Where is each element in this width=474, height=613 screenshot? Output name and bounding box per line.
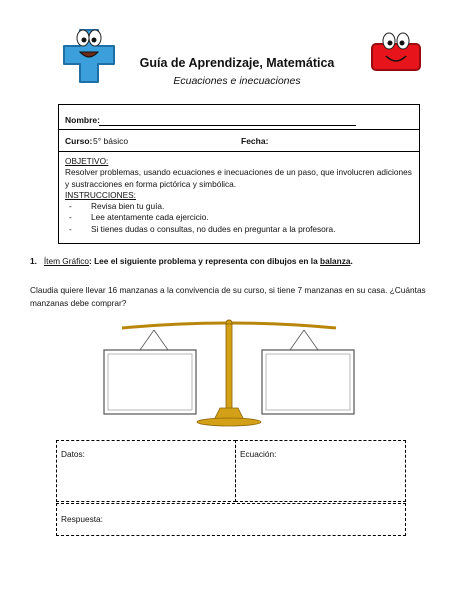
datos-box[interactable]: Datos:: [56, 440, 236, 502]
fecha-label: Fecha:: [241, 136, 269, 146]
respuesta-box[interactable]: Respuesta:: [56, 503, 406, 536]
problem-statement: Claudia quiere llevar 16 manzanas a la convivencia de su curso, si tiene 7 manzanas en su casa. ¿Cuántas manzanas debe comprar?: [30, 285, 426, 308]
curso-label: Curso:: [65, 136, 93, 146]
nombre-field[interactable]: [99, 115, 356, 126]
objetivo-text: Resolver problemas, usando ecuaciones e inecuaciones de un paso, que involucren adiciones y sustracciones en forma pictórica y simbólica.: [65, 167, 412, 189]
objective-section: [65, 156, 417, 235]
instruction-item: - Si tienes dudas o consultas, no dudes en preguntar a la profesora.: [69, 223, 336, 234]
page-title: Guía de Aprendizaje, Matemática: [139, 56, 335, 70]
balance-scale-icon: [96, 316, 362, 428]
curso-value: 5° básico: [93, 136, 129, 146]
ecuacion-box[interactable]: Ecuación:: [235, 440, 406, 502]
student-info-box: [58, 104, 420, 244]
item-1-heading: 1. Ítem Gráfico: Lee el siguiente problema y representa con dibujos en la balanza.: [30, 256, 353, 266]
instrucciones-label: INSTRUCCIONES:: [65, 189, 136, 200]
instruction-item: - Revisa bien tu guía.: [69, 201, 165, 212]
nombre-label: Nombre:: [65, 115, 100, 125]
page-subtitle: Ecuaciones e inecuaciones: [173, 75, 301, 87]
objetivo-label: OBJETIVO:: [65, 156, 109, 166]
instruction-item: - Lee atentamente cada ejercicio.: [69, 212, 209, 223]
